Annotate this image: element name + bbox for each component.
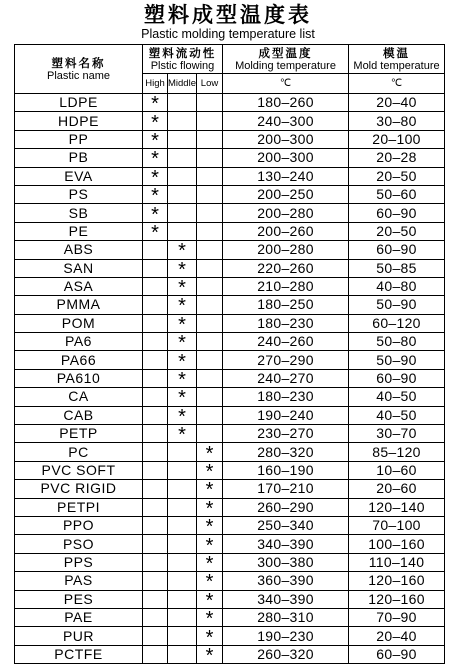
cell-molding-temp: 270–290 [223, 351, 349, 369]
cell-mold-temp: 60–90 [349, 241, 445, 259]
cell-molding-temp: 180–260 [223, 94, 349, 112]
cell-plastic-name: PVC SOFT [15, 461, 143, 479]
cell-plastic-name: ASA [15, 277, 143, 295]
cell-molding-temp: 220–260 [223, 259, 349, 277]
cell-middle-flow [168, 516, 197, 534]
cell-low-flow [197, 627, 223, 645]
flow-marker: * [178, 259, 186, 278]
cell-plastic-name: PC [15, 443, 143, 461]
table-row [15, 535, 445, 553]
cell-middle-flow [168, 535, 197, 553]
flow-marker: * [151, 93, 159, 112]
cell-high-flow [143, 388, 168, 406]
header-mold-en: Mold temperature [353, 59, 440, 72]
cell-high-flow [143, 94, 168, 112]
table-row [15, 645, 445, 663]
flow-marker: * [205, 571, 214, 591]
cell-plastic-name: PAE [15, 608, 143, 626]
flow-marker: * [205, 479, 214, 499]
cell-low-flow [197, 204, 223, 222]
cell-plastic-name: SAN [15, 259, 143, 277]
flow-marker: * [178, 369, 186, 388]
cell-low-flow [197, 112, 223, 130]
cell-middle-flow [168, 480, 197, 498]
flow-marker: * [151, 203, 159, 223]
table-row [15, 627, 445, 645]
cell-low-flow [197, 535, 223, 553]
header-flow-en: Plstic flowing [150, 59, 215, 72]
cell-plastic-name: SB [15, 204, 143, 222]
cell-middle-flow [168, 461, 197, 479]
cell-low-flow [197, 167, 223, 185]
cell-middle-flow [168, 351, 197, 369]
cell-low-flow [197, 425, 223, 443]
cell-molding-temp: 340–390 [223, 590, 349, 608]
cell-low-flow [197, 553, 223, 571]
cell-high-flow [143, 516, 168, 534]
cell-low-flow [197, 222, 223, 240]
cell-low-flow [197, 461, 223, 479]
table-row [15, 572, 445, 590]
cell-molding-temp: 200–280 [223, 204, 349, 222]
table-row [15, 204, 445, 222]
cell-middle-flow [168, 333, 197, 351]
table-row [15, 222, 445, 240]
flow-marker: * [178, 295, 186, 315]
cell-plastic-name: PUR [15, 627, 143, 645]
table-row [15, 241, 445, 259]
cell-mold-temp: 60–90 [349, 645, 445, 663]
cell-molding-temp: 180–250 [223, 296, 349, 314]
cell-molding-temp: 280–320 [223, 443, 349, 461]
cell-middle-flow [168, 645, 197, 663]
cell-molding-temp: 190–230 [223, 627, 349, 645]
table-row [15, 112, 445, 130]
cell-mold-temp: 50–90 [349, 296, 445, 314]
cell-molding-temp: 230–270 [223, 425, 349, 443]
flow-marker: * [151, 111, 159, 131]
flow-marker: * [178, 424, 186, 443]
table-row [15, 333, 445, 351]
flow-marker: * [205, 461, 214, 480]
cell-middle-flow [168, 498, 197, 516]
cell-high-flow [143, 314, 168, 332]
cell-mold-temp: 60–90 [349, 369, 445, 387]
table-row [15, 296, 445, 314]
cell-molding-temp: 250–340 [223, 516, 349, 534]
cell-low-flow [197, 498, 223, 516]
cell-low-flow [197, 516, 223, 534]
cell-middle-flow [168, 425, 197, 443]
header-mold-zh: 模温 [383, 45, 411, 60]
cell-low-flow [197, 590, 223, 608]
table-row [15, 314, 445, 332]
cell-low-flow [197, 259, 223, 277]
flow-marker: * [205, 534, 214, 554]
cell-middle-flow [168, 388, 197, 406]
cell-high-flow [143, 296, 168, 314]
cell-mold-temp: 100–160 [349, 535, 445, 553]
cell-molding-temp: 130–240 [223, 167, 349, 185]
cell-high-flow [143, 167, 168, 185]
cell-molding-temp: 170–210 [223, 480, 349, 498]
cell-mold-temp: 120–140 [349, 498, 445, 516]
flow-marker: * [151, 222, 159, 241]
cell-middle-flow [168, 94, 197, 112]
cell-low-flow [197, 369, 223, 387]
table-row [15, 185, 445, 203]
cell-middle-flow [168, 277, 197, 295]
flow-marker: * [151, 148, 159, 168]
table-row [15, 590, 445, 608]
cell-high-flow [143, 351, 168, 369]
cell-middle-flow [168, 259, 197, 277]
table-row [15, 498, 445, 516]
molding-temperature-table [14, 44, 445, 664]
table-row [15, 351, 445, 369]
cell-molding-temp: 240–270 [223, 369, 349, 387]
table-row [15, 553, 445, 571]
cell-high-flow [143, 369, 168, 387]
cell-middle-flow [168, 167, 197, 185]
cell-molding-temp: 240–260 [223, 333, 349, 351]
cell-high-flow [143, 333, 168, 351]
table-row [15, 425, 445, 443]
cell-plastic-name: CA [15, 388, 143, 406]
cell-mold-temp: 20–100 [349, 130, 445, 148]
cell-low-flow [197, 130, 223, 148]
cell-high-flow [143, 553, 168, 571]
cell-low-flow [197, 406, 223, 424]
cell-middle-flow [168, 130, 197, 148]
cell-middle-flow [168, 590, 197, 608]
cell-plastic-name: PSO [15, 535, 143, 553]
cell-mold-temp: 50–90 [349, 351, 445, 369]
cell-mold-temp: 20–40 [349, 627, 445, 645]
cell-low-flow [197, 185, 223, 203]
cell-mold-temp: 60–120 [349, 314, 445, 332]
cell-mold-temp: 50–60 [349, 185, 445, 203]
flow-marker: * [178, 350, 186, 370]
cell-molding-temp: 260–290 [223, 498, 349, 516]
cell-low-flow [197, 277, 223, 295]
cell-plastic-name: LDPE [15, 94, 143, 112]
flow-marker: * [178, 406, 186, 425]
table-row [15, 130, 445, 148]
header-molding-temperature [223, 45, 349, 74]
cell-mold-temp: 30–80 [349, 112, 445, 130]
header-plastic-name-en: Plastic name [47, 69, 110, 82]
cell-molding-temp: 210–280 [223, 277, 349, 295]
flow-marker: * [205, 516, 214, 535]
cell-middle-flow [168, 112, 197, 130]
header-mold-temperature [349, 45, 445, 74]
cell-middle-flow [168, 222, 197, 240]
cell-middle-flow [168, 314, 197, 332]
cell-middle-flow [168, 296, 197, 314]
flow-marker: * [178, 314, 186, 333]
cell-high-flow [143, 241, 168, 259]
cell-mold-temp: 85–120 [349, 443, 445, 461]
header-low: Low [197, 74, 223, 94]
cell-high-flow [143, 130, 168, 148]
cell-low-flow [197, 333, 223, 351]
cell-plastic-name: PAS [15, 572, 143, 590]
flow-marker: * [151, 130, 159, 149]
cell-plastic-name: PB [15, 149, 143, 167]
cell-plastic-name: PVC RIGID [15, 480, 143, 498]
flow-marker: * [178, 387, 186, 407]
cell-high-flow [143, 406, 168, 424]
cell-plastic-name: PETP [15, 425, 143, 443]
cell-plastic-name: PETPI [15, 498, 143, 516]
cell-mold-temp: 110–140 [349, 553, 445, 571]
cell-plastic-name: PE [15, 222, 143, 240]
cell-plastic-name: EVA [15, 167, 143, 185]
cell-mold-temp: 10–60 [349, 461, 445, 479]
cell-plastic-name: HDPE [15, 112, 143, 130]
header-high: High [143, 74, 168, 94]
cell-mold-temp: 20–28 [349, 149, 445, 167]
cell-middle-flow [168, 553, 197, 571]
cell-middle-flow [168, 241, 197, 259]
cell-low-flow [197, 480, 223, 498]
flow-marker: * [205, 626, 214, 646]
cell-high-flow [143, 185, 168, 203]
cell-molding-temp: 200–300 [223, 130, 349, 148]
cell-molding-temp: 260–320 [223, 645, 349, 663]
cell-middle-flow [168, 608, 197, 626]
cell-middle-flow [168, 185, 197, 203]
cell-molding-temp: 200–260 [223, 222, 349, 240]
table-body [15, 94, 445, 664]
table-row [15, 406, 445, 424]
cell-mold-temp: 20–40 [349, 94, 445, 112]
cell-low-flow [197, 388, 223, 406]
cell-molding-temp: 280–310 [223, 608, 349, 626]
cell-middle-flow [168, 149, 197, 167]
cell-middle-flow [168, 369, 197, 387]
table-row [15, 259, 445, 277]
cell-low-flow [197, 296, 223, 314]
cell-plastic-name: PP [15, 130, 143, 148]
flow-marker: * [178, 277, 186, 296]
flow-marker: * [205, 498, 214, 517]
flow-marker: * [205, 608, 214, 627]
cell-high-flow [143, 608, 168, 626]
cell-high-flow [143, 645, 168, 663]
cell-plastic-name: PPO [15, 516, 143, 534]
cell-high-flow [143, 425, 168, 443]
cell-molding-temp: 340–390 [223, 535, 349, 553]
header-molding-zh: 成型温度 [258, 45, 313, 60]
cell-high-flow [143, 590, 168, 608]
cell-middle-flow [168, 406, 197, 424]
flow-marker: * [151, 185, 159, 204]
cell-plastic-name: PPS [15, 553, 143, 571]
flow-marker: * [205, 553, 214, 572]
cell-low-flow [197, 314, 223, 332]
table-row [15, 369, 445, 387]
cell-low-flow [197, 149, 223, 167]
cell-high-flow [143, 461, 168, 479]
cell-high-flow [143, 572, 168, 590]
cell-mold-temp: 70–100 [349, 516, 445, 534]
cell-plastic-name: PS [15, 185, 143, 203]
cell-high-flow [143, 222, 168, 240]
table-row [15, 277, 445, 295]
flow-marker: * [151, 167, 159, 186]
table-row [15, 388, 445, 406]
cell-mold-temp: 30–70 [349, 425, 445, 443]
cell-mold-temp: 120–160 [349, 590, 445, 608]
cell-molding-temp: 200–300 [223, 149, 349, 167]
cell-high-flow [143, 443, 168, 461]
cell-mold-temp: 20–60 [349, 480, 445, 498]
cell-high-flow [143, 112, 168, 130]
cell-mold-temp: 70–90 [349, 608, 445, 626]
table-row [15, 94, 445, 112]
table-row [15, 167, 445, 185]
table-row [15, 461, 445, 479]
table-row [15, 149, 445, 167]
cell-plastic-name: ABS [15, 241, 143, 259]
cell-molding-temp: 180–230 [223, 314, 349, 332]
cell-plastic-name: POM [15, 314, 143, 332]
cell-mold-temp: 50–85 [349, 259, 445, 277]
cell-molding-temp: 190–240 [223, 406, 349, 424]
cell-high-flow [143, 204, 168, 222]
cell-mold-temp: 50–80 [349, 333, 445, 351]
cell-low-flow [197, 443, 223, 461]
cell-high-flow [143, 480, 168, 498]
cell-plastic-name: PES [15, 590, 143, 608]
cell-high-flow [143, 149, 168, 167]
header-plastic-name-zh: 塑料名称 [51, 55, 106, 70]
cell-mold-temp: 40–50 [349, 406, 445, 424]
page-subtitle: Plastic molding temperature list [141, 27, 315, 41]
flow-marker: * [205, 645, 214, 664]
unit-molding-celsius: ℃ [223, 74, 349, 94]
cell-plastic-name: PA66 [15, 351, 143, 369]
cell-low-flow [197, 94, 223, 112]
flow-marker: * [205, 442, 214, 462]
cell-middle-flow [168, 443, 197, 461]
cell-molding-temp: 300–380 [223, 553, 349, 571]
header-flow-zh: 塑料流动性 [148, 45, 217, 60]
cell-low-flow [197, 241, 223, 259]
header-molding-en: Molding temperature [235, 59, 336, 72]
flow-marker: * [178, 240, 186, 260]
cell-mold-temp: 120–160 [349, 572, 445, 590]
cell-plastic-name: PMMA [15, 296, 143, 314]
cell-high-flow [143, 498, 168, 516]
cell-mold-temp: 40–50 [349, 388, 445, 406]
cell-molding-temp: 200–280 [223, 241, 349, 259]
cell-high-flow [143, 277, 168, 295]
cell-mold-temp: 40–80 [349, 277, 445, 295]
header-middle: Middle [168, 74, 197, 94]
cell-plastic-name: PA610 [15, 369, 143, 387]
flow-marker: * [178, 332, 186, 351]
cell-middle-flow [168, 572, 197, 590]
cell-molding-temp: 180–230 [223, 388, 349, 406]
cell-low-flow [197, 645, 223, 663]
cell-molding-temp: 240–300 [223, 112, 349, 130]
cell-molding-temp: 200–250 [223, 185, 349, 203]
cell-molding-temp: 360–390 [223, 572, 349, 590]
table-row [15, 608, 445, 626]
cell-low-flow [197, 351, 223, 369]
header-row-top [15, 45, 445, 74]
cell-high-flow [143, 627, 168, 645]
cell-mold-temp: 20–50 [349, 167, 445, 185]
cell-mold-temp: 60–90 [349, 204, 445, 222]
table-row [15, 516, 445, 534]
cell-plastic-name: PA6 [15, 333, 143, 351]
cell-low-flow [197, 608, 223, 626]
cell-middle-flow [168, 204, 197, 222]
table-row [15, 443, 445, 461]
cell-high-flow [143, 535, 168, 553]
cell-low-flow [197, 572, 223, 590]
page-title: 塑料成型温度表 [144, 3, 312, 27]
cell-molding-temp: 160–190 [223, 461, 349, 479]
unit-mold-celsius: ℃ [349, 74, 445, 94]
cell-mold-temp: 20–50 [349, 222, 445, 240]
cell-high-flow [143, 259, 168, 277]
flow-marker: * [205, 590, 214, 609]
table-row [15, 480, 445, 498]
cell-plastic-name: PCTFE [15, 645, 143, 663]
header-flow [143, 45, 223, 74]
cell-middle-flow [168, 627, 197, 645]
header-plastic-name [15, 45, 143, 94]
cell-plastic-name: CAB [15, 406, 143, 424]
